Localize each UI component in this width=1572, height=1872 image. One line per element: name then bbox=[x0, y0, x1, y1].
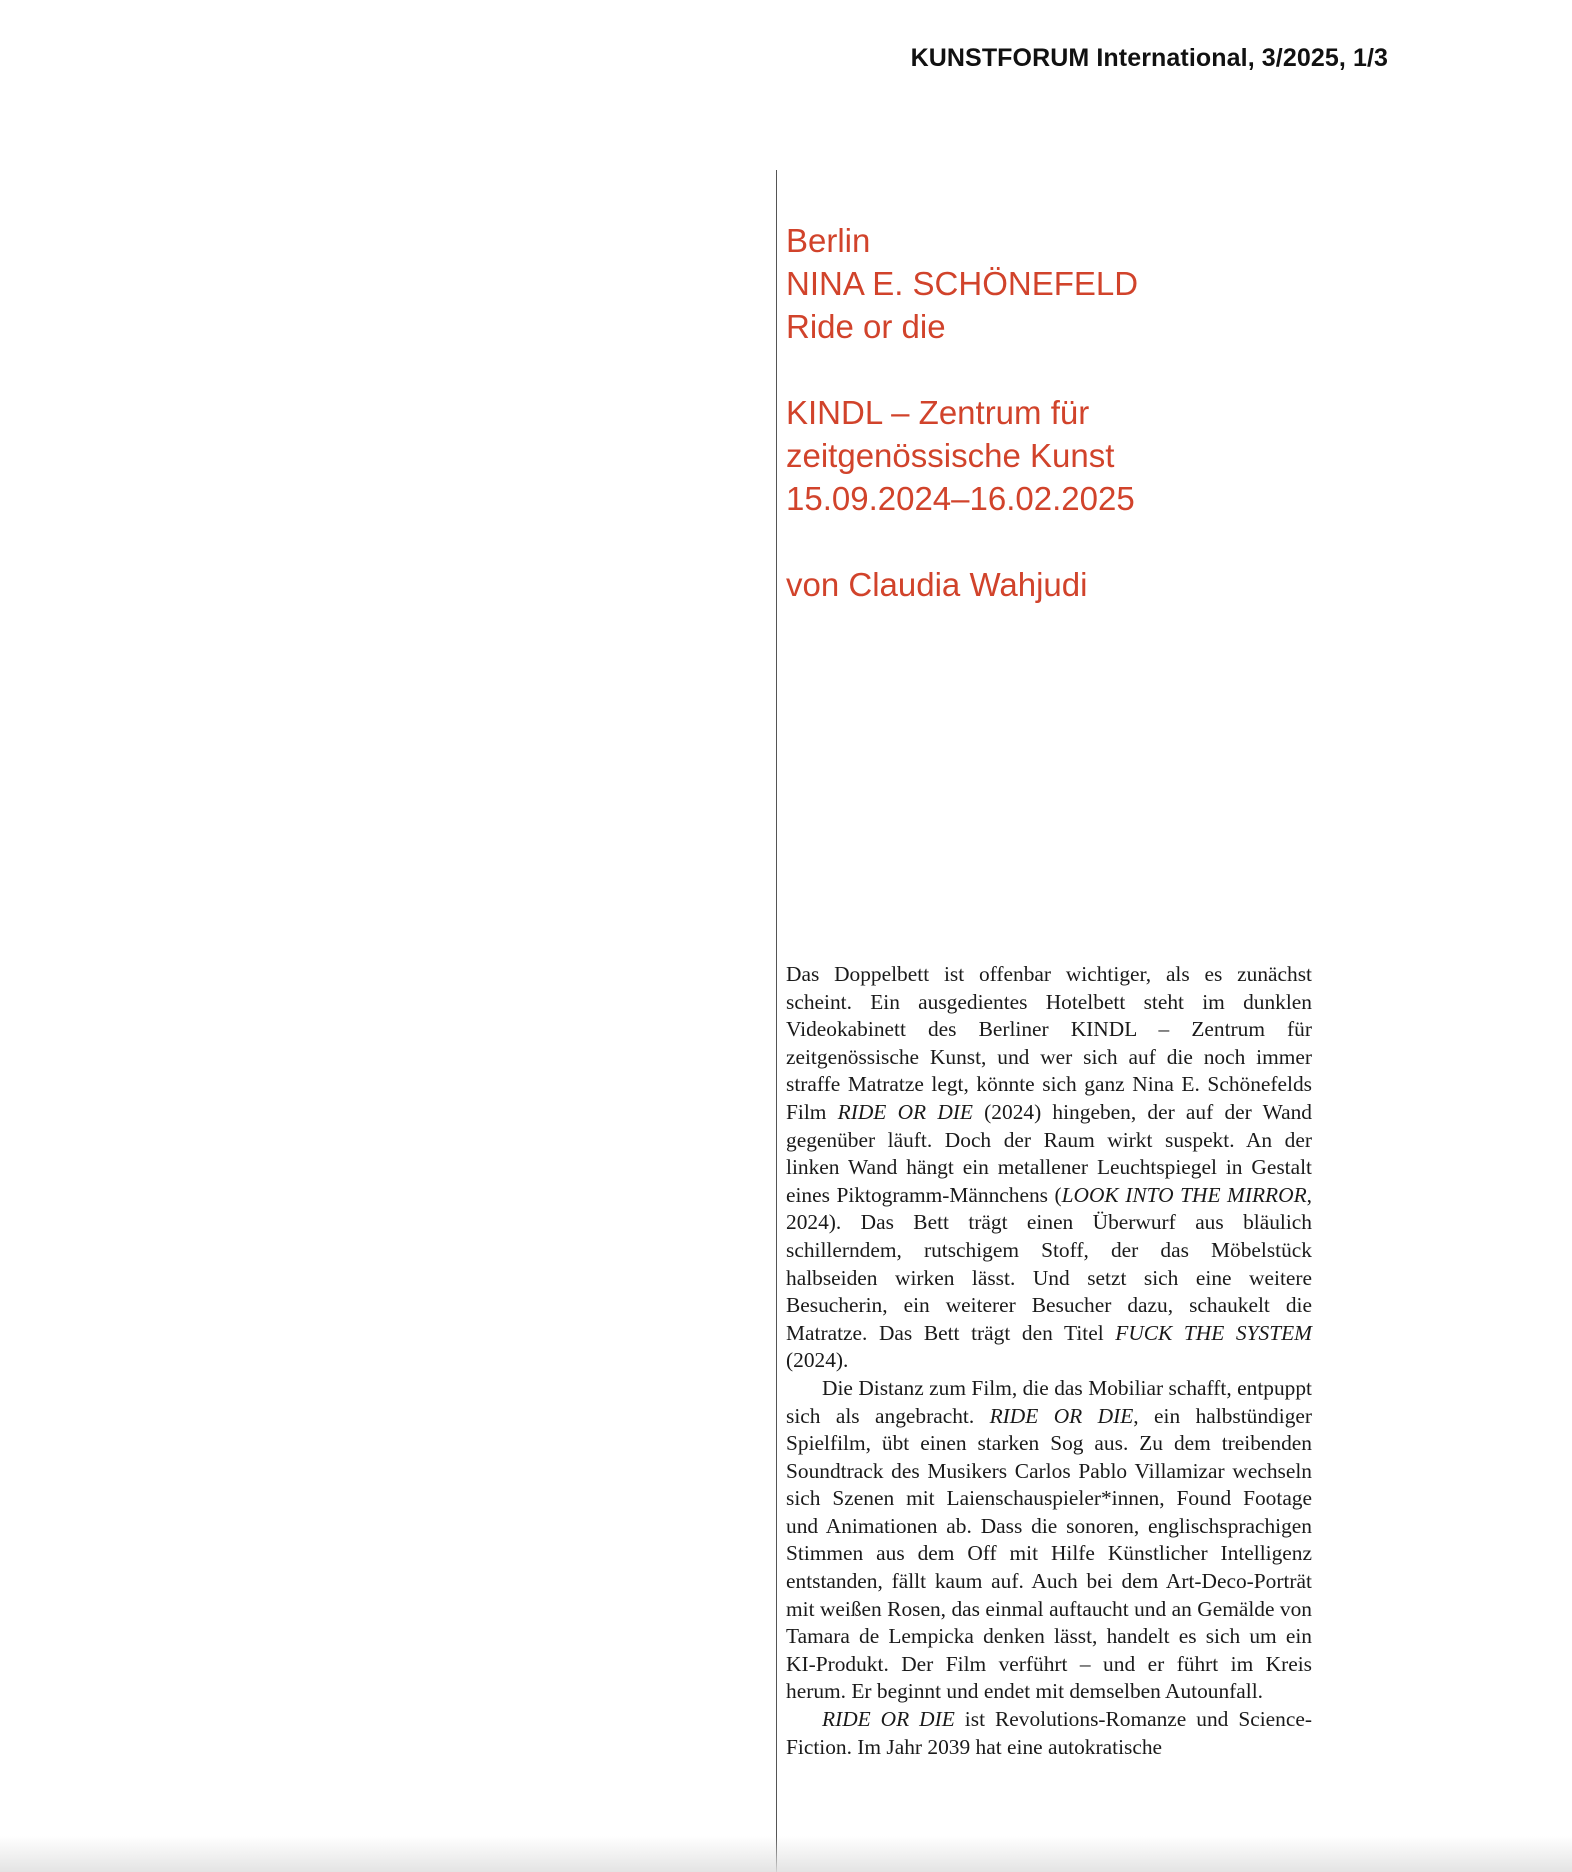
page-bottom-shadow bbox=[0, 1836, 1572, 1872]
title-spacer bbox=[786, 520, 1326, 563]
text-run: ist Revolutions-Romanze und Science-Fiction. Im Jahr 2039 hat eine autokratische bbox=[786, 1707, 1312, 1759]
text-run: , 2024). Das Bett trägt einen Überwurf aus bläulich schillerndem, rutschigem Stoff, der das Möbelstück halbseiden wirken lässt. Und setzt sich eine weitere Besucherin, ein weiterer Besucher dazu, schaukelt die Matratze. Das Bett trägt den Titel bbox=[786, 1182, 1313, 1345]
text-run: (2024) hingeben, der auf der Wand gegenüber läuft. Doch der Raum wirkt suspekt. An der linken Wand hängt ein metallener Leuchtspiegel in Gestalt eines Piktogramm-Männchens ( bbox=[786, 1099, 1312, 1207]
work-title: LOOK INTO THE MIRROR bbox=[1061, 1182, 1307, 1207]
text-run: Die Distanz zum Film, die das Mobiliar schafft, entpuppt sich als angebracht. bbox=[786, 1375, 1312, 1428]
work-title: RIDE OR DIE bbox=[989, 1403, 1134, 1428]
venue-line-1: KINDL – Zentrum für bbox=[786, 394, 1090, 431]
text-run: , ein halbstündiger Spielfilm, übt einen starken Sog aus. Zu dem treibenden Soundtrack des Musikers Carlos Pablo Villamizar wechseln sich Szenen mit Laienschauspieler*innen, Found Footage und Animationen ab. Dass die sonoren, englischsprachigen Stimmen aus dem Off mit Hilfe Künstlicher Intelligenz entstanden, fällt kaum auf. Auch bei dem Art-Deco-Porträt mit weißen Rosen, das einmal auftaucht und an Gemälde von Tamara de Lempicka denken lässt, handelt es sich um ein KI-Produkt. Der Film verführt – und er führt im Kreis herum. Er beginnt und endet mit demselben Autounfall. bbox=[786, 1403, 1313, 1704]
paragraph-3 bbox=[786, 1706, 1312, 1761]
city-label: Berlin bbox=[786, 222, 871, 259]
paragraph-2 bbox=[786, 1375, 1312, 1706]
exhibition-dates: 15.09.2024–16.02.2025 bbox=[786, 480, 1135, 517]
column-divider bbox=[776, 170, 777, 1872]
title-spacer bbox=[786, 348, 1326, 391]
paragraph-1 bbox=[786, 961, 1312, 1375]
artist-name: NINA E. SCHÖNEFELD bbox=[786, 265, 1139, 302]
venue-line-2: zeitgenössische Kunst bbox=[786, 437, 1115, 474]
exhibition-title: Ride or die bbox=[786, 308, 946, 345]
work-title: RIDE OR DIE bbox=[822, 1707, 955, 1732]
work-title: RIDE OR DIE bbox=[837, 1099, 973, 1124]
title-block bbox=[786, 219, 1326, 606]
publication-header: KUNSTFORUM International, 3/2025, 1/3 bbox=[910, 44, 1388, 72]
article-body bbox=[786, 961, 1312, 1761]
author-byline: von Claudia Wahjudi bbox=[786, 566, 1088, 603]
text-run: (2024). bbox=[786, 1348, 849, 1373]
text-run: Das Doppelbett ist offenbar wichtiger, als es zunächst scheint. Ein ausgedientes Hotelbett steht im dunklen Videokabinett des Berliner KINDL – Zentrum für zeitgenössische Kunst, und wer sich auf die noch immer straffe Matratze legt, könnte sich ganz Nina E. Schönefelds Film bbox=[786, 962, 1312, 1124]
work-title: FUCK THE SYSTEM bbox=[1115, 1320, 1312, 1345]
